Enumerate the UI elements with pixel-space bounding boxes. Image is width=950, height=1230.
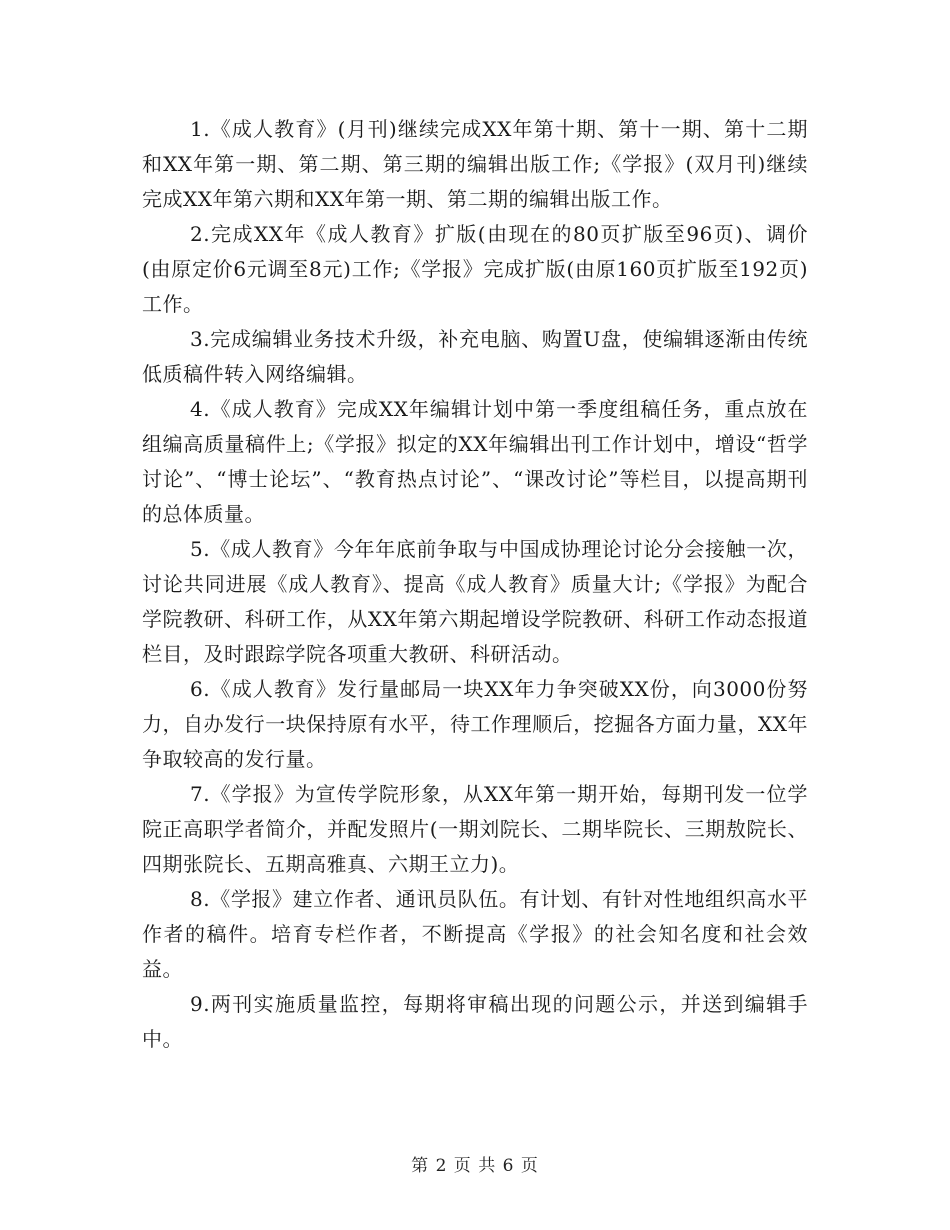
page-number-footer: 第 2 页 共 6 页	[411, 1156, 539, 1176]
paragraph-8: 8.《学报》建立作者、通讯员队伍。有计划、有针对性地组织高水平作者的稿件。培育专栏作者，不断提高《学报》的社会知名度和社会效益。	[142, 887, 808, 981]
paragraph-5: 5.《成人教育》今年年底前争取与中国成协理论讨论分会接触一次，讨论共同进展《成人教育》、提高《成人教育》质量大计;《学报》为配合学院教研、科研工作，从XX年第六期起增设学院教研、科研工作动态报道栏目，及时跟踪学院各项重大教研、科研活动。	[142, 537, 808, 666]
paragraph-4: 4.《成人教育》完成XX年编辑计划中第一季度组稿任务，重点放在组编高质量稿件上;《学报》拟定的XX年编辑出刊工作计划中，增设“哲学讨论”、“博士论坛”、“教育热点讨论”、“课改讨论”等栏目，以提高期刊的总体质量。	[142, 397, 808, 526]
paragraph-9: 9.两刊实施质量监控，每期将审稿出现的问题公示，并送到编辑手中。	[142, 992, 808, 1051]
document-body	[142, 112, 808, 1057]
paragraph-6: 6.《成人教育》发行量邮局一块XX年力争突破XX份，向3000份努力，自办发行一块保持原有水平，待工作理顺后，挖掘各方面力量，XX年争取较高的发行量。	[142, 677, 808, 771]
paragraph-2: 2.完成XX年《成人教育》扩版(由现在的80页扩版至96页)、调价(由原定价6元调至8元)工作;《学报》完成扩版(由原160页扩版至192页)工作。	[142, 222, 808, 316]
paragraph-3: 3.完成编辑业务技术升级，补充电脑、购置U盘，使编辑逐渐由传统低质稿件转入网络编辑。	[142, 327, 808, 386]
paragraph-1: 1.《成人教育》(月刊)继续完成XX年第十期、第十一期、第十二期和XX年第一期、第二期、第三期的编辑出版工作;《学报》(双月刊)继续完成XX年第六期和XX年第一期、第二期的编辑出版工作。	[142, 117, 808, 211]
paragraph-7: 7.《学报》为宣传学院形象，从XX年第一期开始，每期刊发一位学院正高职学者简介，并配发照片(一期刘院长、二期毕院长、三期敖院长、四期张院长、五期高雅真、六期王立力)。	[142, 782, 808, 876]
